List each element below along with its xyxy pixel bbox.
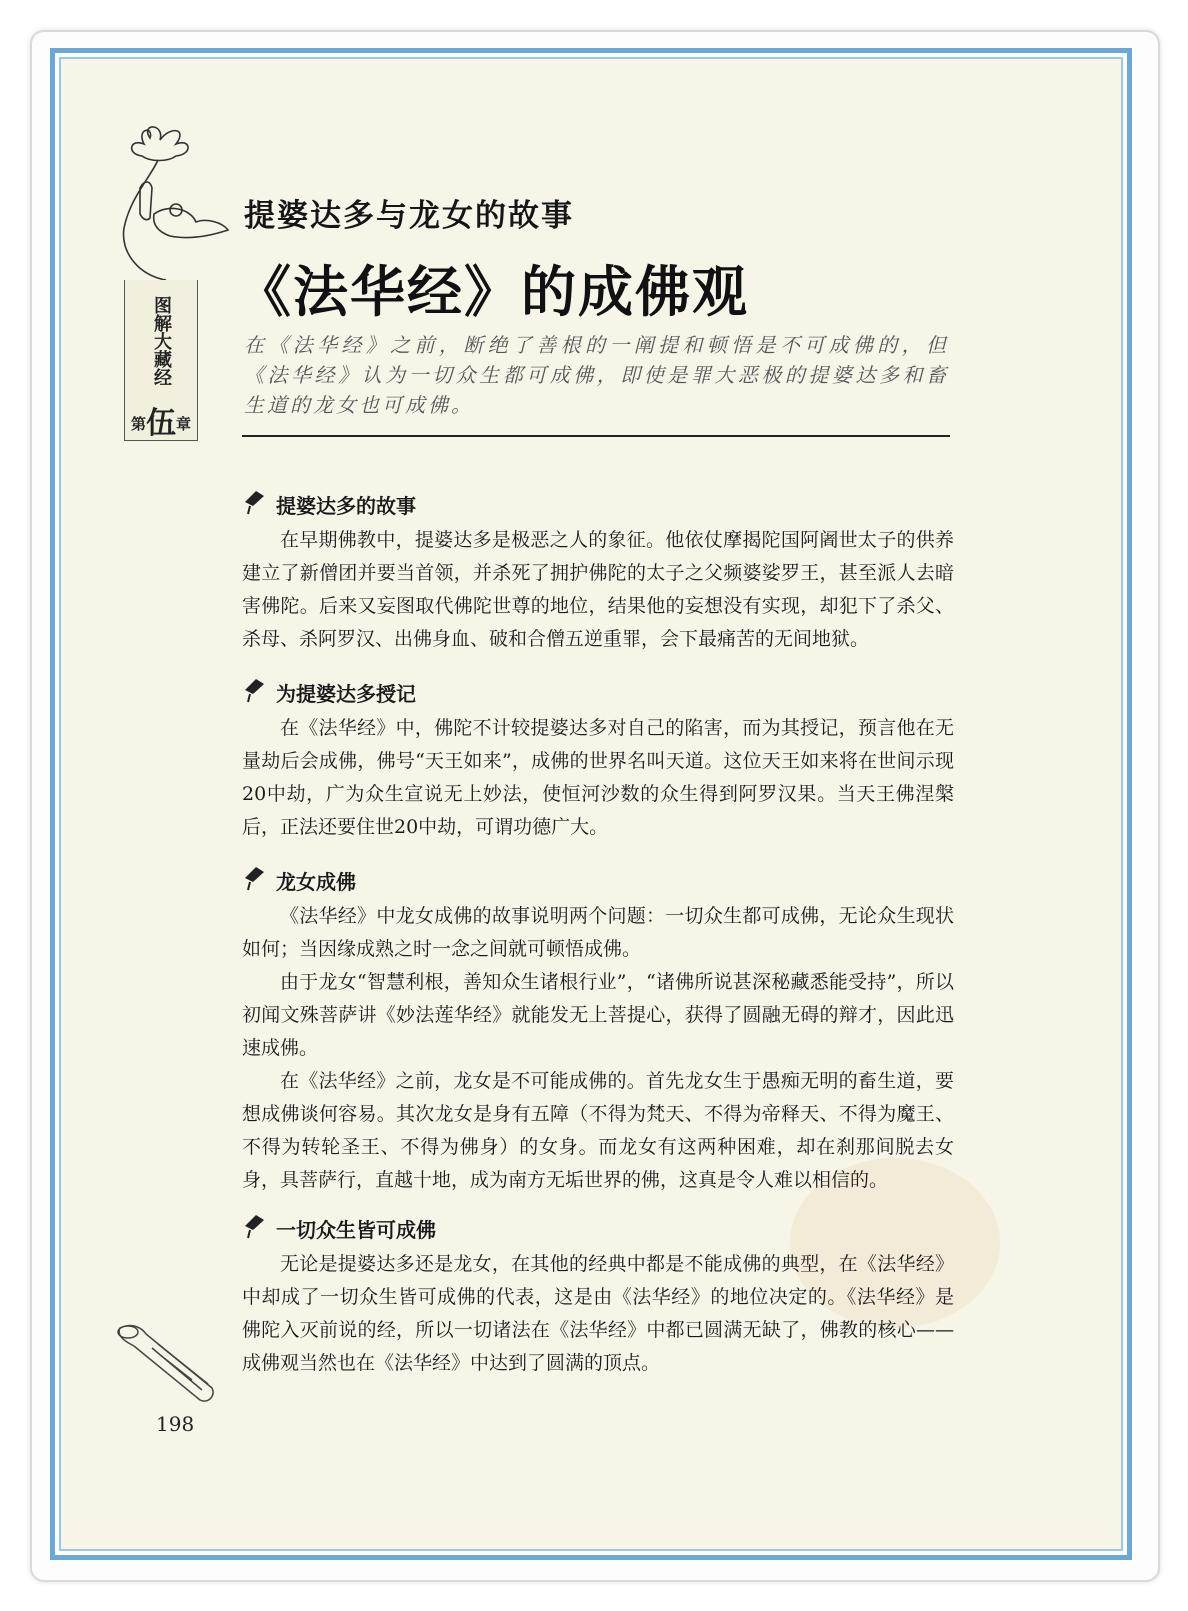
brush-bullet-icon xyxy=(242,488,268,518)
section-paragraph: 《法华经》中龙女成佛的故事说明两个问题：一切众生都可成佛，无论众生现状如何；当因缘成熟之时一念之间就可顿悟成佛。 xyxy=(242,905,954,960)
brush-bullet-icon xyxy=(242,1212,268,1242)
intro-paragraph: 在《法华经》之前，断绝了善根的一阐提和顿悟是不可成佛的，但《法华经》认为一切众生都可成佛，即使是罪大恶极的提婆达多和畜生道的龙女也可成佛。 xyxy=(244,333,949,417)
section-heading xyxy=(242,1212,954,1244)
page-title: 《法华经》的成佛观 xyxy=(236,259,750,324)
section-paragraph: 在《法华经》之前，龙女是不可能成佛的。首先龙女生于愚痴无明的畜生道，要想成佛谈何容易。其次龙女是身有五障（不得为梵天、不得为帝释天、不得为魔王、不得为转轮圣王、不得为佛身）的女身。而龙女有这两种困难，却在刹那间脱去女身，具菩萨行，直越十地，成为南方无垢世界的佛，这真是令人难以相信的。 xyxy=(242,1070,954,1191)
chapter-prefix: 第 xyxy=(130,415,146,433)
section-title: 一切众生皆可成佛 xyxy=(276,1218,436,1242)
section-title: 为提婆达多授记 xyxy=(276,682,416,706)
book-title-vertical: 图解大藏经 xyxy=(151,296,172,386)
section-prophecy xyxy=(242,676,954,844)
brush-bullet-icon xyxy=(242,676,268,706)
page-subtitle: 提婆达多与龙女的故事 xyxy=(244,198,574,234)
chapter-suffix: 章 xyxy=(176,415,192,433)
section-paragraph: 在早期佛教中，提婆达多是极恶之人的象征。他依仗摩揭陀国阿阇世太子的供养建立了新僧团并要当首领，并杀死了拥护佛陀的太子之父频婆娑罗王，甚至派人去暗害佛陀。后来又妄图取代佛陀世尊的地位，结果他的妄想没有实现，却犯下了杀父、杀母、杀阿罗汉、出佛身血、破和合僧五逆重罪，会下最痛苦的无间地狱。 xyxy=(242,529,954,650)
scroll-icon xyxy=(112,1318,230,1406)
chapter-side-label xyxy=(124,280,198,441)
section-heading xyxy=(242,864,954,896)
lotus-ornament-icon xyxy=(110,118,240,288)
section-divider xyxy=(242,435,950,437)
section-heading xyxy=(242,676,954,708)
section-heading xyxy=(242,488,954,520)
section-paragraph: 在《法华经》中，佛陀不计较提婆达多对自己的陷害，而为其授记，预言他在无量劫后会成佛，佛号“天王如来”，成佛的世界名叫天道。这位天王如来将在世间示现20中劫，广为众生宣说无上妙法，使恒河沙数的众生得到阿罗汉果。当天王佛涅槃后，正法还要住世20中劫，可谓功德广大。 xyxy=(242,717,954,838)
section-dragon-girl xyxy=(242,864,954,1197)
chapter-number: 伍 xyxy=(146,406,176,441)
section-title: 提婆达多的故事 xyxy=(276,494,416,518)
section-paragraph: 由于龙女“智慧利根，善知众生诸根行业”，“诸佛所说甚深秘藏悉能受持”，所以初闻文殊菩萨讲《妙法莲华经》就能发无上菩提心，获得了圆融无碍的辩才，因此迅速成佛。 xyxy=(242,971,954,1059)
section-all-beings xyxy=(242,1212,954,1380)
page-number: 198 xyxy=(156,1412,195,1436)
section-paragraph: 无论是提婆达多还是龙女，在其他的经典中都是不能成佛的典型，在《法华经》中却成了一切众生皆可成佛的代表，这是由《法华经》的地位决定的。《法华经》是佛陀入灭前说的经，所以一切诸法在《法华经》中都已圆满无缺了，佛教的核心——成佛观当然也在《法华经》中达到了圆满的顶点。 xyxy=(242,1253,954,1374)
section-devadatta-story xyxy=(242,488,954,656)
chapter-marker xyxy=(125,398,197,442)
brush-bullet-icon xyxy=(242,864,268,894)
section-title: 龙女成佛 xyxy=(276,870,356,894)
